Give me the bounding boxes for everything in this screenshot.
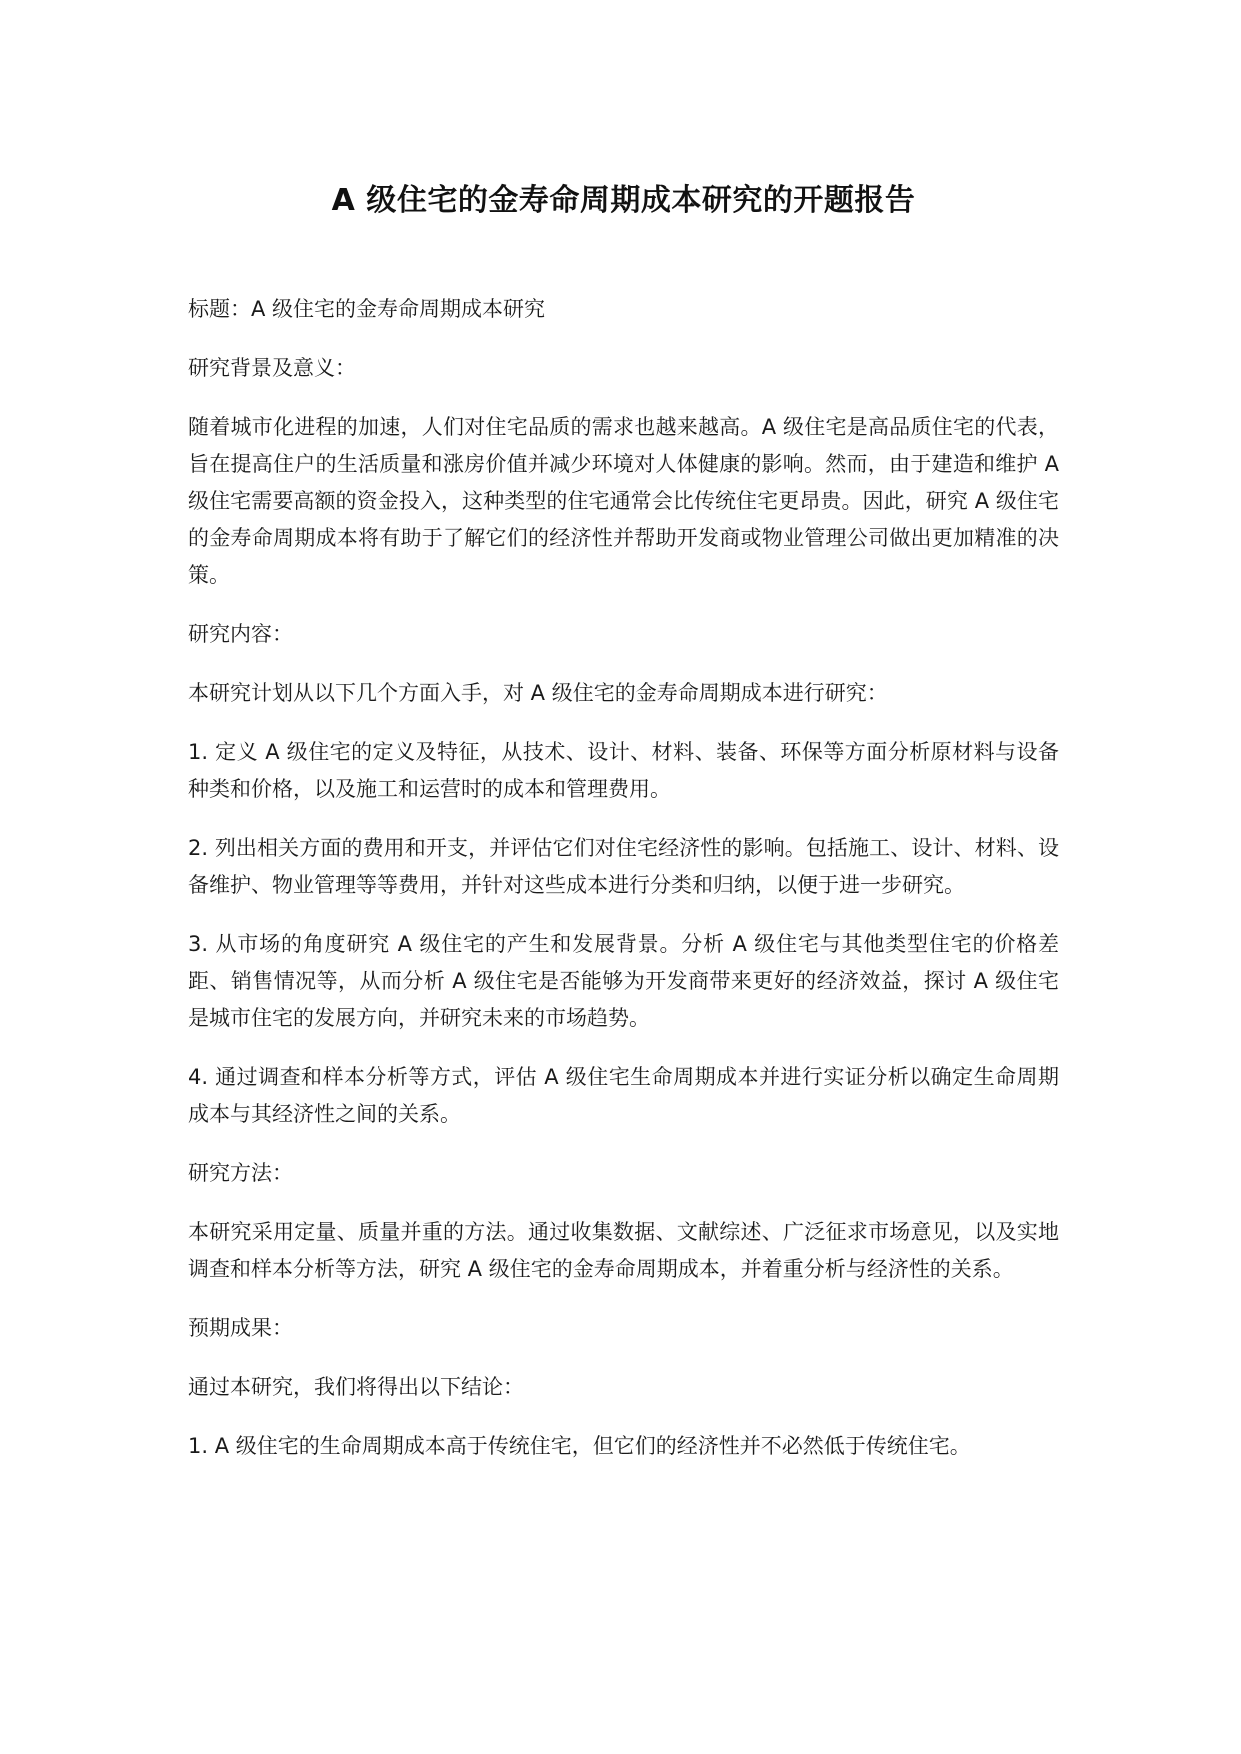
paragraph-content-intro: 本研究计划从以下几个方面入手，对 A 级住宅的金寿命周期成本进行研究： [188, 681, 888, 705]
list-item-result-1: 1. A 级住宅的生命周期成本高于传统住宅，但它们的经济性并不必然低于传统住宅。 [188, 1434, 971, 1458]
document-title: A 级住宅的金寿命周期成本研究的开题报告 [331, 183, 916, 218]
paragraph-results-intro: 通过本研究，我们将得出以下结论： [188, 1375, 524, 1399]
paragraph-methods: 本研究采用定量、质量并重的方法。通过收集数据、文献综述、广泛征求市场意见，以及实地调查和样本分析等方法，研究 A 级住宅的金寿命周期成本，并着重分析与经济性的关系。 [188, 1220, 1059, 1281]
list-item-content-1: 1. 定义 A 级住宅的定义及特征，从技术、设计、材料、装备、环保等方面分析原材料与设备种类和价格，以及施工和运营时的成本和管理费用。 [188, 740, 1059, 801]
heading-methods: 研究方法： [188, 1161, 293, 1185]
heading-content: 研究内容： [188, 622, 293, 646]
paragraph-subject: 标题：A 级住宅的金寿命周期成本研究 [188, 297, 546, 321]
heading-expected-results: 预期成果： [188, 1316, 293, 1340]
heading-background: 研究背景及意义： [188, 356, 356, 380]
list-item-content-2: 2. 列出相关方面的费用和开支，并评估它们对住宅经济性的影响。包括施工、设计、材料、设备维护、物业管理等等费用，并针对这些成本进行分类和归纳，以便于进一步研究。 [188, 836, 1059, 897]
list-item-content-3: 3. 从市场的角度研究 A 级住宅的产生和发展背景。分析 A 级住宅与其他类型住宅的价格差距、销售情况等，从而分析 A 级住宅是否能够为开发商带来更好的经济效益，探讨 A 级住宅是城市住宅的发展方向，并研究未来的市场趋势。 [188, 932, 1059, 1030]
list-item-content-4: 4. 通过调查和样本分析等方式，评估 A 级住宅生命周期成本并进行实证分析以确定生命周期成本与其经济性之间的关系。 [188, 1065, 1059, 1126]
paragraph-background: 随着城市化进程的加速，人们对住宅品质的需求也越来越高。A 级住宅是高品质住宅的代表，旨在提高住户的生活质量和涨房价值并减少环境对人体健康的影响。然而，由于建造和维护 A 级住宅需要高额的资金投入，这种类型的住宅通常会比传统住宅更昂贵。因此，研究 A 级住宅的金寿命周期成本将有助于了解它们的经济性并帮助开发商或物业管理公司做出更加精准的决策。 [188, 415, 1059, 587]
